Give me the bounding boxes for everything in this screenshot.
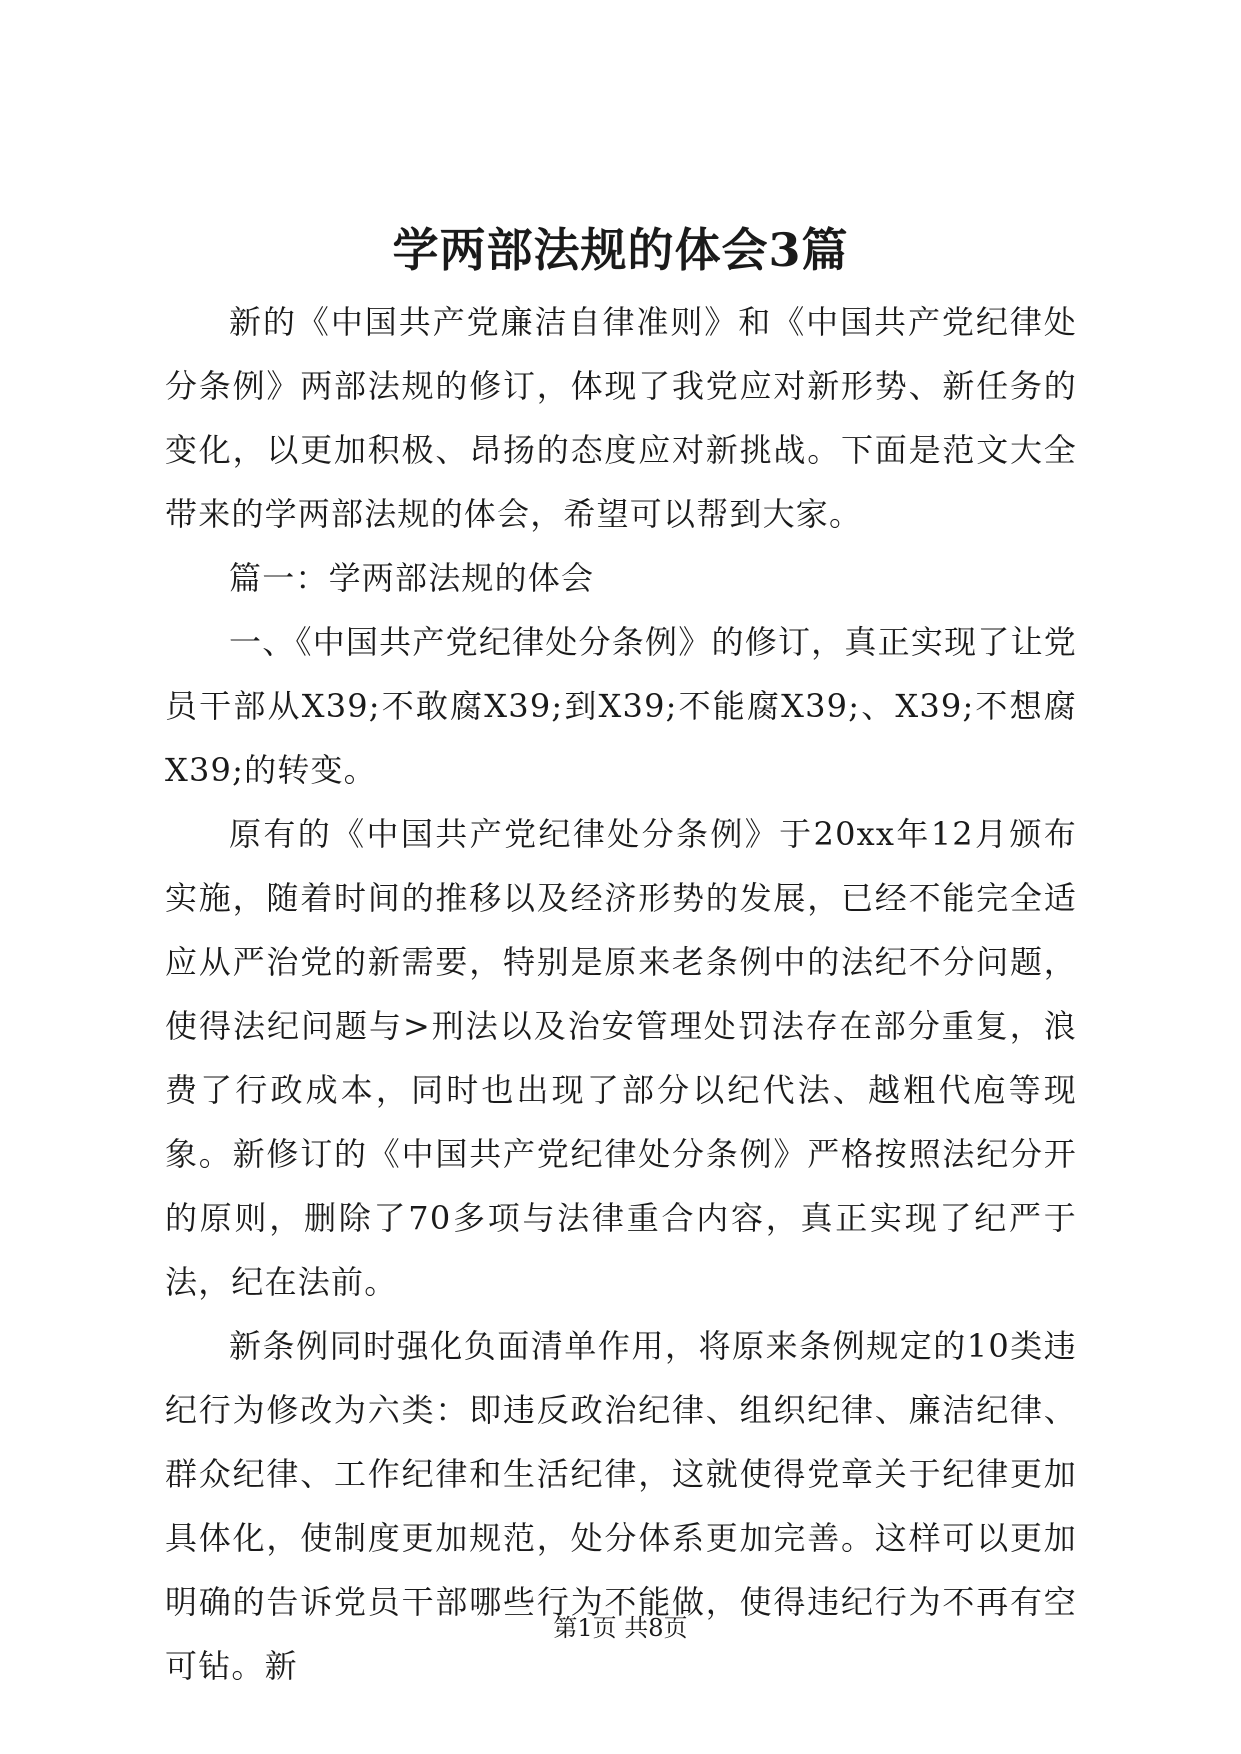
paragraph-intro: 新的《中国共产党廉洁自律准则》和《中国共产党纪律处分条例》两部法规的修订，体现了我党应对新形势、新任务的变化，以更加积极、昂扬的态度应对新挑战。下面是范文大全带来的学两部法规的体会，希望可以帮到大家。 bbox=[165, 303, 1077, 533]
document-body bbox=[165, 290, 1077, 1698]
document-title: 学两部法规的体会3篇 bbox=[392, 223, 849, 277]
paragraph-section-heading: 篇一：学两部法规的体会 bbox=[229, 559, 595, 597]
paragraph-original-regulation: 原有的《中国共产党纪律处分条例》于20xx年12月颁布实施，随着时间的推移以及经济形势的发展，已经不能完全适应从严治党的新需要，特别是原来老条例中的法纪不分问题，使得法纪问题与>刑法以及治安管理处罚法存在部分重复，浪费了行政成本，同时也出现了部分以纪代法、越粗代庖等现象。新修订的《中国共产党纪律处分条例》严格按照法纪分开的原则，删除了70多项与法律重合内容，真正实现了纪严于法，纪在法前。 bbox=[165, 815, 1077, 1301]
paragraph-new-regulation: 新条例同时强化负面清单作用，将原来条例规定的10类违纪行为修改为六类：即违反政治纪律、组织纪律、廉洁纪律、群众纪律、工作纪律和生活纪律，这就使得党章关于纪律更加具体化，使制度更加规范，处分体系更加完善。这样可以更加明确的告诉党员干部哪些行为不能做，使得违纪行为不再有空可钻。新 bbox=[165, 1327, 1077, 1685]
paragraph-point-one: 一、《中国共产党纪律处分条例》的修订，真正实现了让党员干部从X39;不敢腐X39;到X39;不能腐X39;、X39;不想腐X39;的转变。 bbox=[165, 623, 1077, 789]
page-footer: 第1页 共8页 bbox=[553, 1614, 688, 1642]
